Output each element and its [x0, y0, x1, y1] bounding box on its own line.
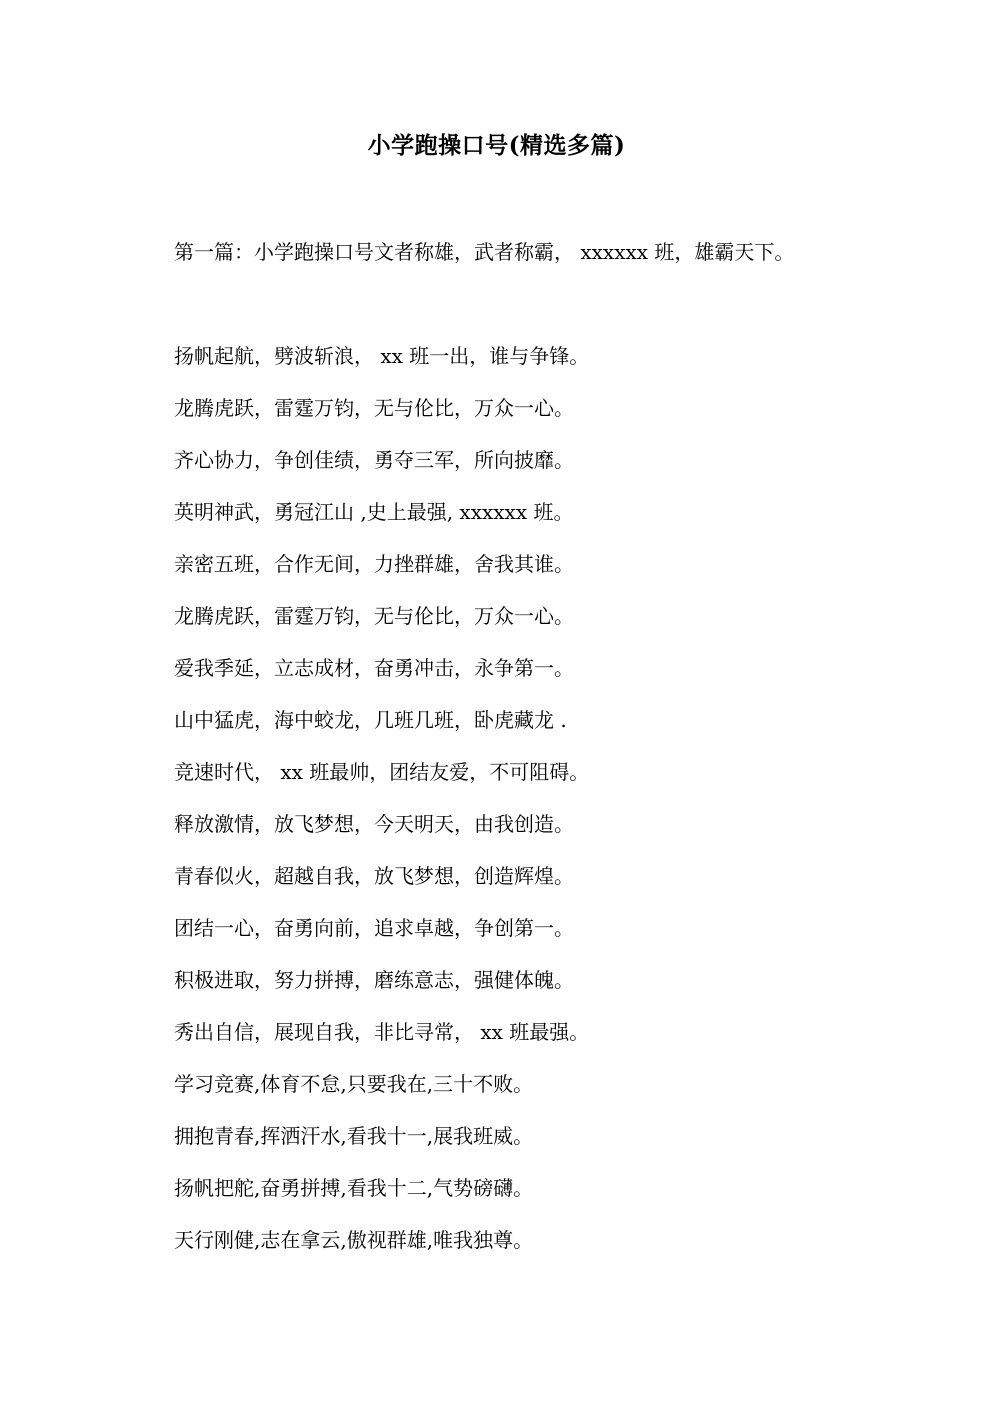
slogan-line: 爱我季延，立志成材，奋勇冲击，永争第一。 — [174, 656, 574, 680]
slogan-line: 学习竞赛,体育不怠,只要我在,三十不败。 — [174, 1072, 534, 1096]
slogan-line: 龙腾虎跃，雷霆万钧，无与伦比，万众一心。 — [174, 396, 574, 420]
first-paragraph: 第一篇：小学跑操口号文者称雄，武者称霸， xxxxxx 班，雄霸天下。 — [174, 240, 795, 264]
slogan-line: 释放激情，放飞梦想，今天明天，由我创造。 — [174, 812, 574, 836]
slogan-line: 青春似火，超越自我，放飞梦想，创造辉煌。 — [174, 864, 574, 888]
slogan-list — [174, 330, 854, 1266]
slogan-line: 拥抱青春,挥洒汗水,看我十一,展我班威。 — [174, 1124, 534, 1148]
slogan-line: 团结一心，奋勇向前，追求卓越，争创第一。 — [174, 916, 574, 940]
slogan-line: 扬帆把舵,奋勇拼搏,看我十二,气势磅礴。 — [174, 1176, 534, 1200]
slogan-line: 扬帆起航，劈波斩浪， xx 班一出，谁与争锋。 — [174, 344, 590, 368]
slogan-line: 积极进取，努力拼搏，磨练意志，强健体魄。 — [174, 968, 574, 992]
slogan-line: 天行刚健,志在拿云,傲视群雄,唯我独尊。 — [174, 1228, 534, 1252]
slogan-line: 齐心协力，争创佳绩，勇夺三军，所向披靡。 — [174, 448, 574, 472]
slogan-line: 亲密五班，合作无间，力挫群雄，舍我其谁。 — [174, 552, 574, 576]
slogan-line: 英明神武，勇冠江山 ,史上最强, xxxxxx 班。 — [174, 500, 574, 524]
slogan-line: 龙腾虎跃，雷霆万钧，无与伦比，万众一心。 — [174, 604, 574, 628]
slogan-line: 山中猛虎，海中蛟龙，几班几班，卧虎藏龙 . — [174, 708, 567, 732]
slogan-line: 竞速时代， xx 班最帅，团结友爱，不可阻碍。 — [174, 760, 590, 784]
slogan-line: 秀出自信，展现自我，非比寻常， xx 班最强。 — [174, 1020, 590, 1044]
document-title: 小学跑操口号(精选多篇) — [367, 132, 626, 159]
